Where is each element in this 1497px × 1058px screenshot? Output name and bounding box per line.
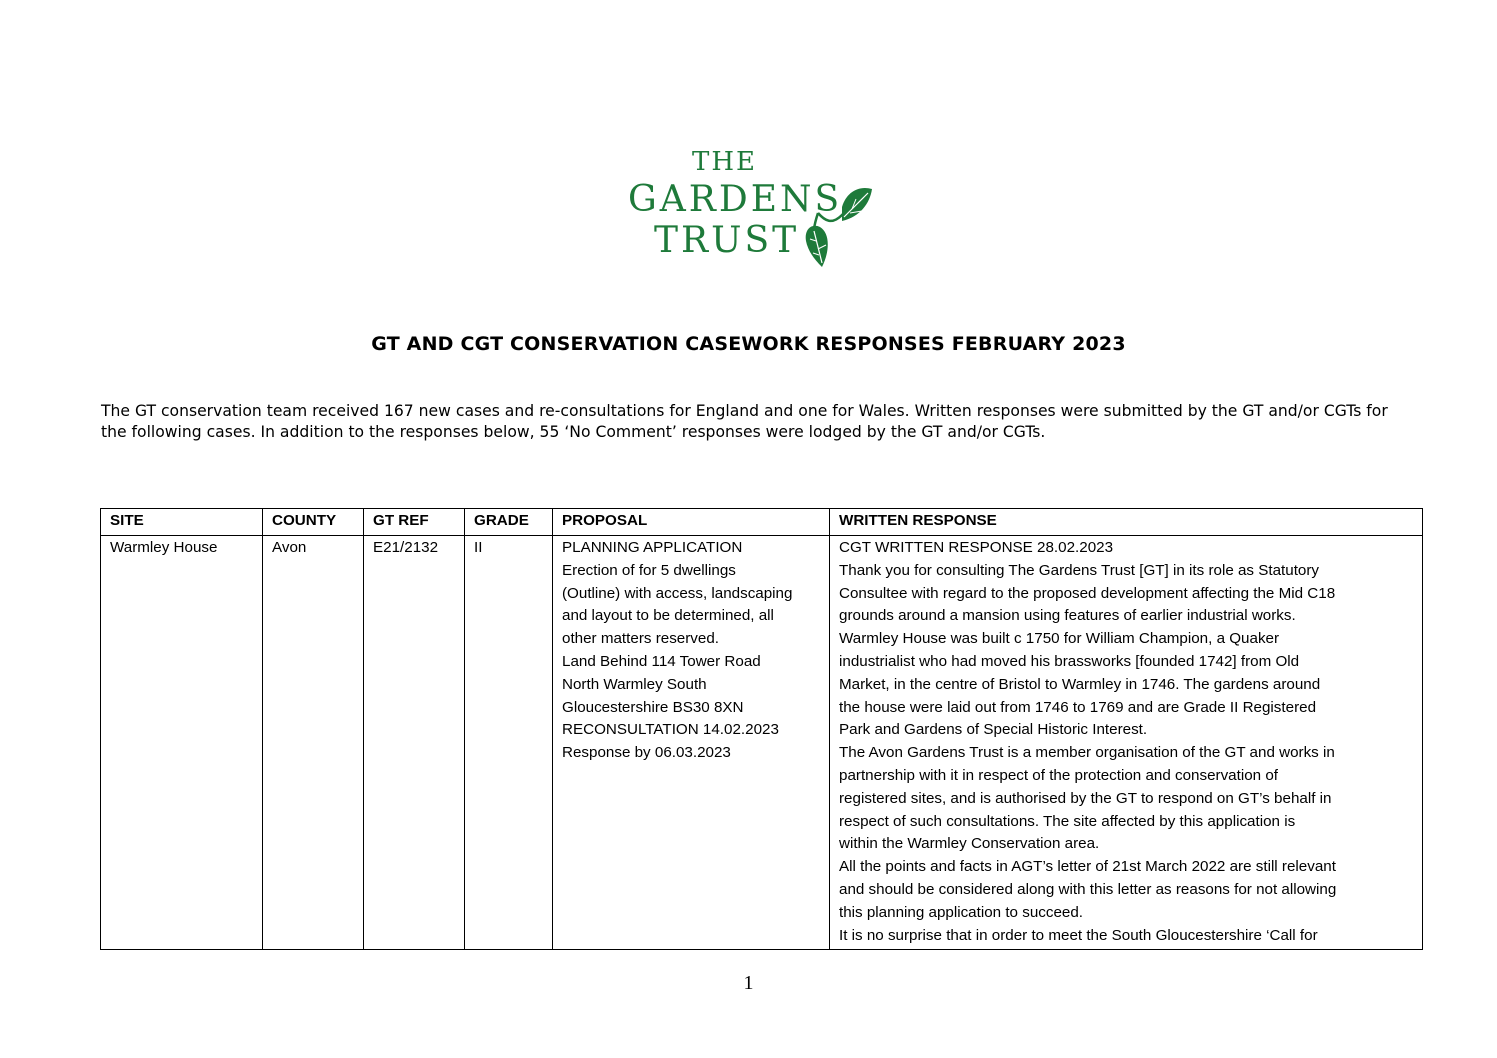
logo-text-trust: TRUST [654, 220, 800, 261]
response-line: partnership with it in respect of the protection and conservation of [839, 766, 1278, 784]
header-written-response: WRITTEN RESPONSE [830, 509, 1423, 536]
proposal-line: RECONSULTATION 14.02.2023 [562, 721, 779, 739]
cell-proposal [553, 536, 830, 950]
proposal-line: North Warmley South [562, 675, 707, 693]
proposal-line: Gloucestershire BS30 8XN [562, 698, 744, 716]
response-line: Consultee with regard to the proposed development affecting the Mid C18 [839, 584, 1336, 602]
proposal-line: Erection of for 5 dwellings [562, 561, 736, 579]
page-number: 1 [743, 972, 754, 994]
response-line: grounds around a mansion using features of earlier industrial works. [839, 607, 1296, 625]
proposal-line: Land Behind 114 Tower Road [562, 652, 761, 670]
response-line: Warmley House was built c 1750 for William Champion, a Quaker [839, 630, 1280, 648]
proposal-line: PLANNING APPLICATION [562, 539, 743, 556]
header-site: SITE [101, 509, 263, 536]
table-header-row [101, 509, 1423, 536]
cell-site: Warmley House [101, 536, 263, 950]
header-gt-ref: GT REF [364, 509, 465, 536]
response-line: registered sites, and is authorised by the GT to respond on GT’s behalf in [839, 789, 1332, 807]
response-line: Thank you for consulting The Gardens Trust [GT] in its role as Statutory [839, 561, 1320, 579]
response-line: within the Warmley Conservation area. [839, 835, 1100, 853]
cell-written-response [830, 536, 1423, 950]
leaf-icon [620, 145, 880, 275]
cell-county: Avon [263, 536, 364, 950]
proposal-line: (Outline) with access, landscaping [562, 584, 793, 602]
response-line: Park and Gardens of Special Historic Interest. [839, 721, 1148, 739]
response-line: industrialist who had moved his brassworks [founded 1742] from Old [839, 652, 1300, 670]
cell-grade: II [465, 536, 553, 950]
header-county: COUNTY [263, 509, 364, 536]
header-grade: GRADE [465, 509, 553, 536]
response-line: All the points and facts in AGT’s letter of 21st March 2022 are still relevant [839, 858, 1336, 876]
proposal-line: and layout to be determined, all [562, 607, 774, 625]
response-line: The Avon Gardens Trust is a member organisation of the GT and works in [839, 744, 1335, 762]
response-line: and should be considered along with this letter as reasons for not allowing [839, 880, 1337, 898]
intro-paragraph: The GT conservation team received 167 new cases and re-consultations for England and one for Wales. Written responses were submitted by the GT and/or CGTs for the following cases. In addition to the responses below, 55 ‘No Comment’ responses were lodged by the GT and/or CGTs. [101, 402, 1388, 441]
response-line: Market, in the centre of Bristol to Warmley in 1746. The gardens around [839, 675, 1321, 693]
logo-text-gardens: GARDENS [628, 179, 843, 220]
response-line: respect of such consultations. The site affected by this application is [839, 812, 1296, 830]
gardens-trust-logo [620, 145, 880, 275]
response-line: the house were laid out from 1746 to 1769 and are Grade II Registered [839, 698, 1317, 716]
logo-text-the: THE [692, 147, 757, 177]
document-title: GT AND CGT CONSERVATION CASEWORK RESPONSES FEBRUARY 2023 [371, 333, 1126, 355]
cell-gt-ref: E21/2132 [364, 536, 465, 950]
table-row [101, 536, 1423, 950]
casework-table [100, 508, 1423, 950]
response-line: CGT WRITTEN RESPONSE 28.02.2023 [839, 539, 1114, 556]
response-line: It is no surprise that in order to meet the South Gloucestershire ‘Call for [839, 926, 1318, 944]
proposal-line: Response by 06.03.2023 [562, 744, 731, 762]
proposal-line: other matters reserved. [562, 630, 719, 648]
response-line: this planning application to succeed. [839, 903, 1084, 921]
header-proposal: PROPOSAL [553, 509, 830, 536]
